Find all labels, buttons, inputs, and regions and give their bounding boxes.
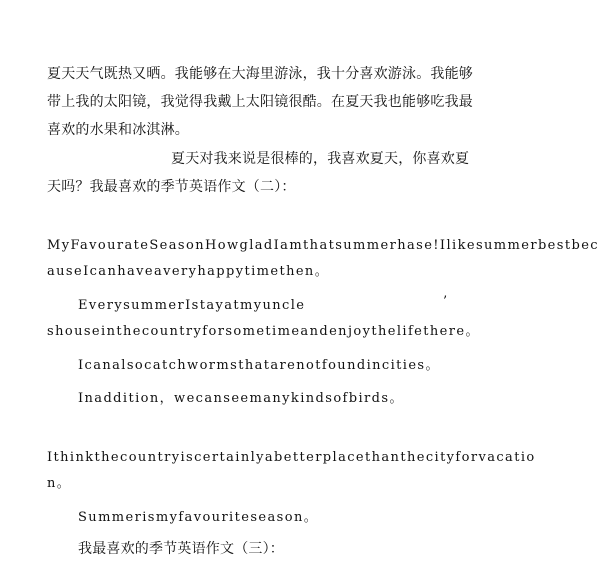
paragraph-en-6: Summerismyfavouriteseason。	[78, 510, 319, 525]
paragraph-summer-zh-line-5: 天吗？我最喜欢的季节英语作文（二）：	[47, 179, 296, 195]
paragraph-en-5-line-a: Ithinkthecountryiscertainlyabetterplacethanthecityforvacatio	[47, 450, 536, 465]
heading-essay-3: 我最喜欢的季节英语作文（三）：	[78, 541, 284, 557]
paragraph-summer-zh-line-1: 夏天天气既热又晒。我能够在大海里游泳，我十分喜欢游泳。我能够	[47, 66, 473, 82]
paragraph-summer-zh-line-2: 带上我的太阳镜，我觉得我戴上太阳镜很酷。在夏天我也能够吃我最	[47, 94, 473, 110]
paragraph-summer-zh-line-3: 喜欢的水果和冰淇淋。	[47, 122, 189, 138]
paragraph-summer-zh-line-4: 夏天对我来说是很棒的，我喜欢夏天，你喜欢夏	[171, 151, 470, 167]
paragraph-en-2-line-a: EverysummerIstayatmyuncle	[78, 298, 306, 313]
paragraph-en-3: Icanalsocatchwormsthatarenotfoundincities。	[78, 358, 440, 373]
paragraph-en-2-line-b: shouseinthecountryforsometimeandenjoythelifethere。	[47, 324, 480, 339]
paragraph-en-1-line-b: auseIcanhaveaveryhappytimethen。	[47, 264, 330, 279]
paragraph-en-5-line-b: n。	[47, 476, 72, 491]
paragraph-en-1-line-a: MyFavourateSeasonHowgladIamthatsummerhase!Ilikesummerbestbec	[47, 238, 599, 253]
apostrophe-mark: ’	[443, 294, 448, 309]
paragraph-en-4: Inaddition，wecanseemanykindsofbirds。	[78, 391, 404, 406]
